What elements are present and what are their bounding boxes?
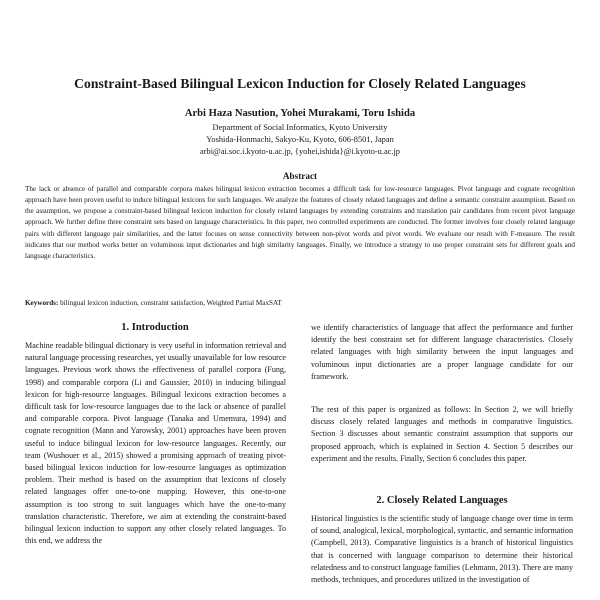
- author-list: Arbi Haza Nasution, Yohei Murakami, Toru Ishida: [184, 108, 416, 119]
- affiliation-department: Department of Social Informatics, Kyoto University: [212, 123, 388, 132]
- affiliation-address: Yoshida-Honmachi, Sakyo-Ku, Kyoto, 606-8501, Japan: [206, 135, 394, 144]
- section-heading-introduction: 1. Introduction: [121, 322, 189, 333]
- author-emails: arbi@ai.soc.i.kyoto-u.ac.jp, {yohei,ishida}@i.kyoto-u.ac.jp: [200, 147, 400, 156]
- introduction-paragraph-2: we identify characteristics of language that affect the performance and further identify the best constraint set for different language characteristics. Closely related languages with high similarity between the input languages and voluminous input dictionaries are a proper language candidate for our framework.: [311, 323, 573, 381]
- abstract-text: The lack or absence of parallel and comparable corpora makes bilingual lexicon extraction becomes a difficult task for low-resource languages. Pivot language and cognate recognition approach have been proven useful to induce bilingual lexicons for such languages. We analyze the features of closely related languages and define a semantic constraint assumption. Based on the assumption, we propose a constraint-based bilingual lexicon induction for closely related languages by extending constraints and translation pair candidates from recent pivot language approach. We further define three constraint sets based on language characteristics. In this paper, two controlled experiments are conducted. The former involves four closely related language pairs with different language pair similarities, and the latter focuses on sense connectivity between non-pivot words and pivot words. We evaluate our result with F-measure. The result indicates that our method works better on voluminous input dictionaries and high similarity languages. Finally, we introduce a strategy to use proper constraint sets for different goals and language characteristics.: [25, 185, 575, 260]
- section2-paragraph-1: Historical linguistics is the scientific study of language change over time in term of sound, analogical, lexical, morphological, syntactic, and semantic information (Campbell, 2013). Comparative linguistics is a branch of historical linguistics that is concerned with language comparison to determine their historical relatedness and to construct language families (Lehmann, 2013). There are many methods, techniques, and procedures utilized in the investigation of: [311, 514, 573, 585]
- paper-title: Constraint-Based Bilingual Lexicon Induction for Closely Related Languages: [74, 76, 526, 91]
- keywords-text: bilingual lexicon induction, constraint satisfaction, Weighted Partial MaxSAT: [58, 299, 282, 307]
- introduction-paragraph-3: The rest of this paper is organized as follows: In Section 2, we will briefly discuss closely related languages and methods in comparative linguistics. Section 3 discusses about semantic constraint assumption that supports our proposed approach, which is explained in Section 4. Section 5 describes our experiment and the results. Finally, Section 6 concludes this paper.: [311, 405, 573, 463]
- keywords: [25, 298, 575, 309]
- introduction-paragraph-1: Machine readable bilingual dictionary is very useful in information retrieval and natural language processing researches, yet usually unavailable for low resource languages. Previous work shows the effectiveness of parallel corpora (Fung, 1998) and comparable corpora (Li and Gaussier, 2010) in inducing bilingual lexicon for high-resource languages. Bilingual lexicons extraction becomes a difficult task for low-resource languages due to the lack or absence of parallel and comparable corpora. Pivot language (Tanaka and Umemura, 1994) and cognate recognition (Mann and Yarowsky, 2001) approaches have been proven useful to induce bilingual lexicon for low-resource languages. Recently, our team (Wushouer et al., 2015) showed a promising approach of treating pivot-based bilingual lexicon induction for low-resource languages as optimization problem. Their method is based on the assumption that lexicons of closely related languages offer one-to-one mapping. However, this one-to-one assumption is too strong to suit languages which have the one-to-many translation characteristic. Therefore, we aim at extending the constraint-based bilingual lexicon induction to support any other closely related languages. To this end, we address the: [25, 341, 286, 546]
- abstract-heading: Abstract: [282, 171, 318, 181]
- keywords-label: Keywords:: [25, 299, 59, 307]
- section-heading-closely-related-languages: 2. Closely Related Languages: [376, 495, 508, 506]
